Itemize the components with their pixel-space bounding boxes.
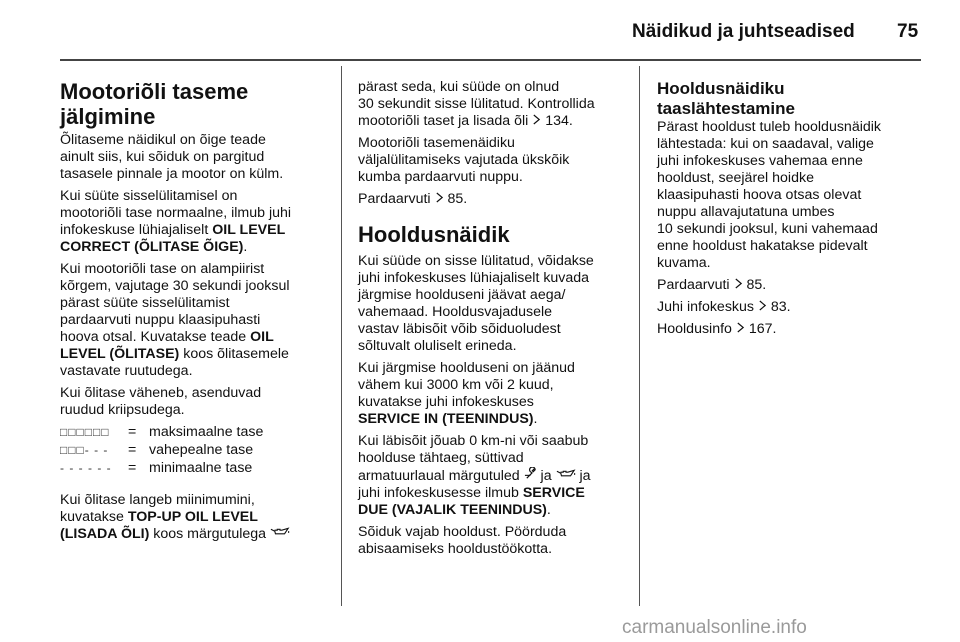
level-description: maksimaalne tase: [149, 424, 264, 440]
column-divider-1: [341, 66, 342, 606]
watermark: carmanualsonline.info: [622, 617, 807, 638]
page-reference-arrow-icon: [758, 300, 767, 311]
display-message: OIL LEVEL: [212, 222, 286, 238]
text-line: tasasele pinnale ja mootor on külm.: [60, 166, 284, 182]
heading-line: Hooldusnäidiku: [657, 79, 785, 98]
text-line: pardaarvuti nuppu klaasipuhasti: [60, 312, 261, 328]
oil-pressure-icon: [556, 468, 576, 480]
paragraph: [358, 135, 595, 186]
section-heading-oil-level: [60, 79, 291, 129]
text-line: ainult siis, kui sõiduk on pargitud: [60, 149, 265, 165]
text-line: vahemaad. Hooldusvajadusele: [358, 304, 553, 320]
text-line: Kui mootoriõli tase on alampiirist: [60, 261, 265, 277]
text-line: enne hooldust hakatakse pidevalt: [657, 238, 868, 254]
display-message: OIL: [250, 329, 274, 345]
page-reference[interactable]: 83.: [770, 299, 791, 315]
heading-line: taaslähtestamine: [657, 99, 795, 118]
heading-line: jälgimine: [60, 104, 156, 129]
text-line: kumba pardaarvuti nuppu.: [358, 169, 523, 185]
level-description: minimaalne tase: [149, 460, 253, 476]
column-3: [657, 79, 881, 343]
page-reference[interactable]: 134.: [545, 113, 573, 129]
text-line: Pärast hooldust tuleb hooldusnäidik: [657, 119, 882, 135]
text-line: järgmise hoolduseni jäävat aega/: [358, 287, 566, 303]
display-message: SERVICE: [522, 485, 585, 501]
table-row: [60, 424, 291, 442]
text-line: väljalülitamiseks vajutada ükskõik: [358, 152, 570, 168]
text-line: klaasipuhasti hoova otsas olevat: [657, 187, 862, 203]
level-description: vahepealne tase: [149, 442, 254, 458]
text-line: juhi infokeskuses lühiajaliselt kuvada: [358, 270, 590, 286]
section-heading-service-reset: [657, 79, 881, 119]
table-row: [60, 442, 291, 460]
service-wrench-icon: [524, 467, 537, 480]
text-line: lähtestada: kui on saadaval, valige: [657, 136, 874, 152]
column-1: [60, 79, 291, 548]
table-row: [60, 460, 291, 478]
paragraph: [60, 132, 291, 183]
text-span: .: [533, 411, 538, 427]
text-span: juhi infokeskusesse ilmub: [358, 485, 523, 501]
text-line: kuvama.: [657, 255, 711, 271]
section-heading-service-indicator: Hooldusnäidik: [358, 222, 510, 247]
text-line: vastavate ruutudega.: [60, 363, 193, 379]
text-span: koos märgutulega: [149, 526, 270, 542]
header-divider: [60, 59, 921, 61]
text-span: koos õlitasemele: [179, 346, 289, 362]
text-line: mootoriõli tase normaalne, ilmub juhi: [60, 205, 292, 221]
text-line: nuppu allavajutatuna umbes: [657, 204, 835, 220]
text-line: vähem kui 3000 km või 2 kuud,: [358, 377, 554, 393]
text-span: infokeskuse lühiajaliselt: [60, 222, 213, 238]
page-reference-arrow-icon: [532, 114, 541, 125]
text-span: armatuurlaual märgutuled: [358, 468, 524, 484]
page-reference-arrow-icon: [734, 278, 743, 289]
text-line: kuvatakse juhi infokeskuses: [358, 394, 534, 410]
paragraph: [358, 524, 595, 558]
text-line: sõltuvalt oluliselt erineda.: [358, 338, 517, 354]
level-symbol: □□□- - -: [60, 443, 109, 457]
paragraph: [60, 261, 291, 380]
text-span: Hooldusinfo: [657, 321, 736, 337]
page-reference-arrow-icon: [435, 192, 444, 203]
text-line: pärast süüte sisselülitamist: [60, 295, 230, 311]
display-message: DUE (VAJALIK TEENINDUS): [358, 502, 547, 518]
text-span: Pardaarvuti: [657, 277, 734, 293]
level-symbol: □□□□□□: [60, 425, 110, 439]
text-line: Kui õlitase langeb miinimumini,: [60, 492, 255, 508]
page-reference-arrow-icon: [736, 322, 745, 333]
oil-level-table: [60, 424, 291, 478]
page-reference[interactable]: 85.: [746, 277, 767, 293]
column-2: [358, 79, 595, 563]
text-span: mootoriõli taset ja lisada õli: [358, 113, 533, 129]
paragraph: [60, 492, 291, 543]
display-message: TOP-UP OIL LEVEL: [127, 509, 258, 525]
text-line: Õlitaseme näidikul on õige teade: [60, 132, 266, 148]
paragraph: [358, 253, 595, 355]
display-message: SERVICE IN (TEENINDUS): [358, 411, 534, 427]
text-line: abisaamiseks hooldustöökotta.: [358, 541, 553, 557]
paragraph: [358, 433, 595, 519]
text-span: ja: [575, 468, 591, 484]
text-line: Sõiduk vajab hooldust. Pöörduda: [358, 524, 567, 540]
text-line: vastav läbisõit võib sõiduoludest: [358, 321, 561, 337]
text-line: Mootoriõli tasemenäidiku: [358, 135, 515, 151]
text-line: Kui järgmise hoolduseni on jäänud: [358, 360, 575, 376]
text-line: 10 sekundi jooksul, kuni vahemaad: [657, 221, 878, 237]
equals-sign: =: [128, 424, 137, 440]
text-line: kõrgem, vajutage 30 sekundi jooksul: [60, 278, 290, 294]
text-span: kuvatakse: [60, 509, 128, 525]
text-line: hoolduse tähtaeg, süttivad: [358, 450, 524, 466]
page-header-title: Näidikud ja juhtseadised: [632, 21, 855, 42]
paragraph: [657, 299, 881, 316]
display-message: LEVEL (ÕLITASE): [60, 346, 180, 362]
paragraph: [358, 360, 595, 428]
paragraph: [60, 188, 291, 256]
text-line: Kui süüde on sisse lülitatud, võidakse: [358, 253, 594, 269]
page-reference[interactable]: 85.: [447, 191, 468, 207]
text-span: Pardaarvuti: [358, 191, 435, 207]
equals-sign: =: [128, 442, 137, 458]
page-number: 75: [897, 21, 919, 42]
text-line: ruudud kriipsudega.: [60, 402, 185, 418]
text-span: ja: [536, 468, 556, 484]
text-line: pärast seda, kui süüde on olnud: [358, 79, 560, 95]
display-message: CORRECT (ÕLITASE ÕIGE): [60, 239, 244, 255]
text-line: juhi infokeskuses vahemaa enne: [657, 153, 863, 169]
text-span: hoova otsal. Kuvatakse teade: [60, 329, 251, 345]
text-line: Kui süüte sisselülitamisel on: [60, 188, 238, 204]
text-span: .: [243, 239, 248, 255]
text-line: Kui õlitase väheneb, asenduvad: [60, 385, 262, 401]
heading-line: Mootoriõli taseme: [60, 79, 249, 104]
display-message: (LISADA ÕLI): [60, 526, 150, 542]
paragraph: [657, 321, 881, 338]
equals-sign: =: [128, 460, 137, 476]
paragraph: [657, 277, 881, 294]
text-span: Juhi infokeskus: [657, 299, 758, 315]
paragraph: [358, 79, 595, 130]
level-symbol: - - - - - -: [60, 461, 112, 475]
page-reference[interactable]: 167.: [748, 321, 777, 337]
oil-pressure-icon: [270, 526, 290, 538]
paragraph: [358, 191, 595, 208]
text-line: 30 sekundit sisse lülitatud. Kontrollida: [358, 96, 595, 112]
paragraph: [657, 119, 881, 272]
text-line: Kui läbisõit jõuab 0 km-ni või saabub: [358, 433, 589, 449]
text-line: hooldust, seejärel hoidke: [657, 170, 814, 186]
text-span: .: [546, 502, 551, 518]
paragraph: [60, 385, 291, 419]
column-divider-2: [639, 66, 640, 606]
